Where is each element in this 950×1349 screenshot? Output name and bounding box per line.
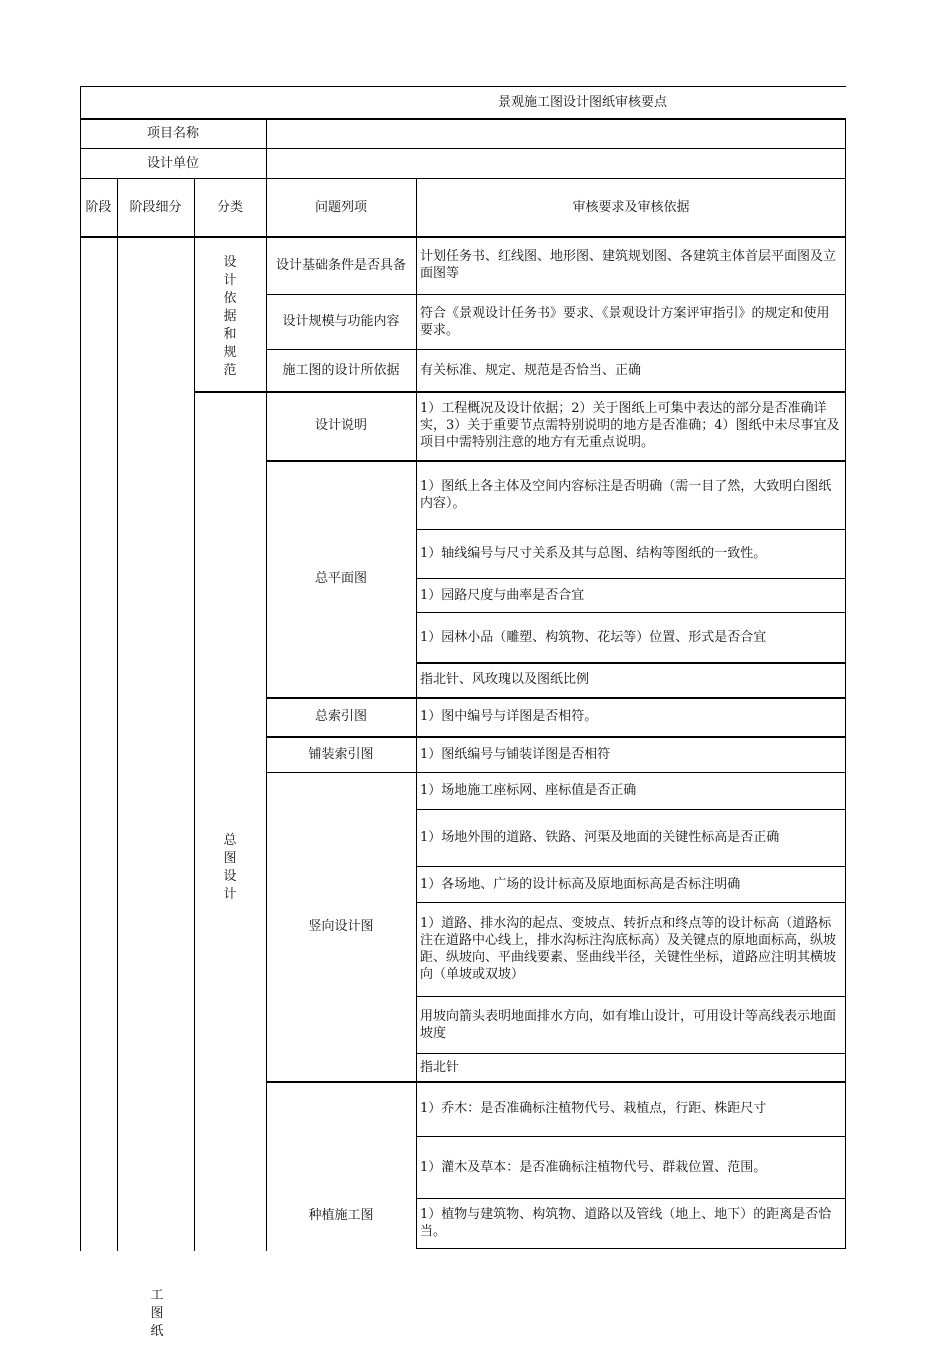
header-stage: 阶段 — [85, 199, 112, 215]
req-1: 计划任务书、红线图、地形图、建筑规划图、各建筑主体首层平面图及立面图等 — [420, 249, 837, 281]
header-issue: 问题列项 — [314, 199, 367, 215]
category-general: 总图设计 — [223, 833, 237, 902]
issue-master-plan: 总平面图 — [314, 571, 367, 586]
req-19: 1）灌木及草本：是否准确标注植物代号、群栽位置、范围。 — [420, 1159, 767, 1175]
req-7: 1）园路尺度与曲率是否合宜 — [420, 587, 585, 603]
rule — [416, 1248, 846, 1249]
issue-general-index: 总索引图 — [314, 709, 367, 724]
issue-design-basis: 设计基础条件是否具备 — [275, 257, 406, 273]
project-name-label: 项目名称 — [146, 125, 199, 141]
header-stage-detail: 阶段细分 — [129, 199, 182, 215]
req-5: 1）图纸上各主体及空间内容标注是否明确（需一目了然，大致明白图纸内容）。 — [420, 478, 832, 511]
req-10: 1）图中编号与详图是否相符。 — [420, 709, 598, 724]
req-12: 1）场地施工座标网、座标值是否正确 — [420, 783, 637, 798]
issue-vertical-design: 竖向设计图 — [308, 919, 374, 934]
req-4: 1）工程概况及设计依据；2）关于图纸上可集中表达的部分是否准确详实，3）关于重要节点需特别说明的地方是否准确；4）图纸中未尽事宜及项目中需特别注意的地方有无重点说明。 — [420, 401, 840, 450]
req-15: 1）道路、排水沟的起点、变坡点、转折点和终点等的设计标高（道路标注在道路中心线上，排水沟标注沟底标高）及关键点的原地面标高，纵坡距、纵坡向、平曲线要素、竖曲线半径，关键性坐标，道路应注明其横坡向（单坡或双坡） — [420, 916, 837, 982]
page-title: 景观施工图设计图纸审核要点 — [498, 94, 668, 110]
header-requirement: 审核要求及审核依据 — [572, 199, 690, 215]
req-6: 1）轴线编号与尺寸关系及其与总图、结构等图纸的一致性。 — [420, 546, 767, 561]
req-8: 1）园林小品（雕塑、构筑物、花坛等）位置、形式是否合宜 — [420, 629, 767, 645]
req-18: 1）乔木：是否准确标注植物代号、栽植点，行距、株距尺寸 — [420, 1101, 767, 1116]
req-13: 1）场地外围的道路、铁路、河渠及地面的关键性标高是否正确 — [420, 830, 780, 845]
rule — [80, 86, 81, 1251]
issue-paving-index: 铺装索引图 — [308, 746, 374, 762]
rule — [194, 178, 195, 1251]
issue-planting: 种植施工图 — [308, 1207, 374, 1223]
rule — [117, 178, 118, 1251]
footer-vertical-fragment: 工图纸 — [150, 1288, 164, 1339]
category-basis: 设计依据和规范 — [223, 255, 237, 378]
design-unit-label: 设计单位 — [146, 155, 199, 171]
req-17: 指北针 — [420, 1059, 460, 1075]
issue-design-reference: 施工图的设计所依据 — [282, 362, 400, 378]
req-16: 用坡向箭头表明地面排水方向，如有堆山设计，可用设计等高线表示地面坡度 — [420, 1008, 837, 1041]
header-category: 分类 — [216, 199, 243, 215]
req-11: 1）图纸编号与铺装详图是否相符 — [420, 746, 611, 762]
issue-scale-function: 设计规模与功能内容 — [282, 314, 400, 329]
req-2: 符合《景观设计任务书》要求、《景观设计方案评审指引》的规定和使用要求。 — [420, 305, 830, 338]
req-9: 指北针、风玫瑰以及图纸比例 — [420, 672, 590, 687]
req-20: 1）植物与建筑物、构筑物、道路以及管线（地上、地下）的距离是否恰当。 — [420, 1207, 832, 1239]
issue-design-notes: 设计说明 — [314, 418, 367, 433]
req-3: 有关标准、规定、规范是否恰当、正确 — [420, 362, 642, 378]
req-14: 1）各场地、广场的设计标高及原地面标高是否标注明确 — [420, 876, 741, 892]
